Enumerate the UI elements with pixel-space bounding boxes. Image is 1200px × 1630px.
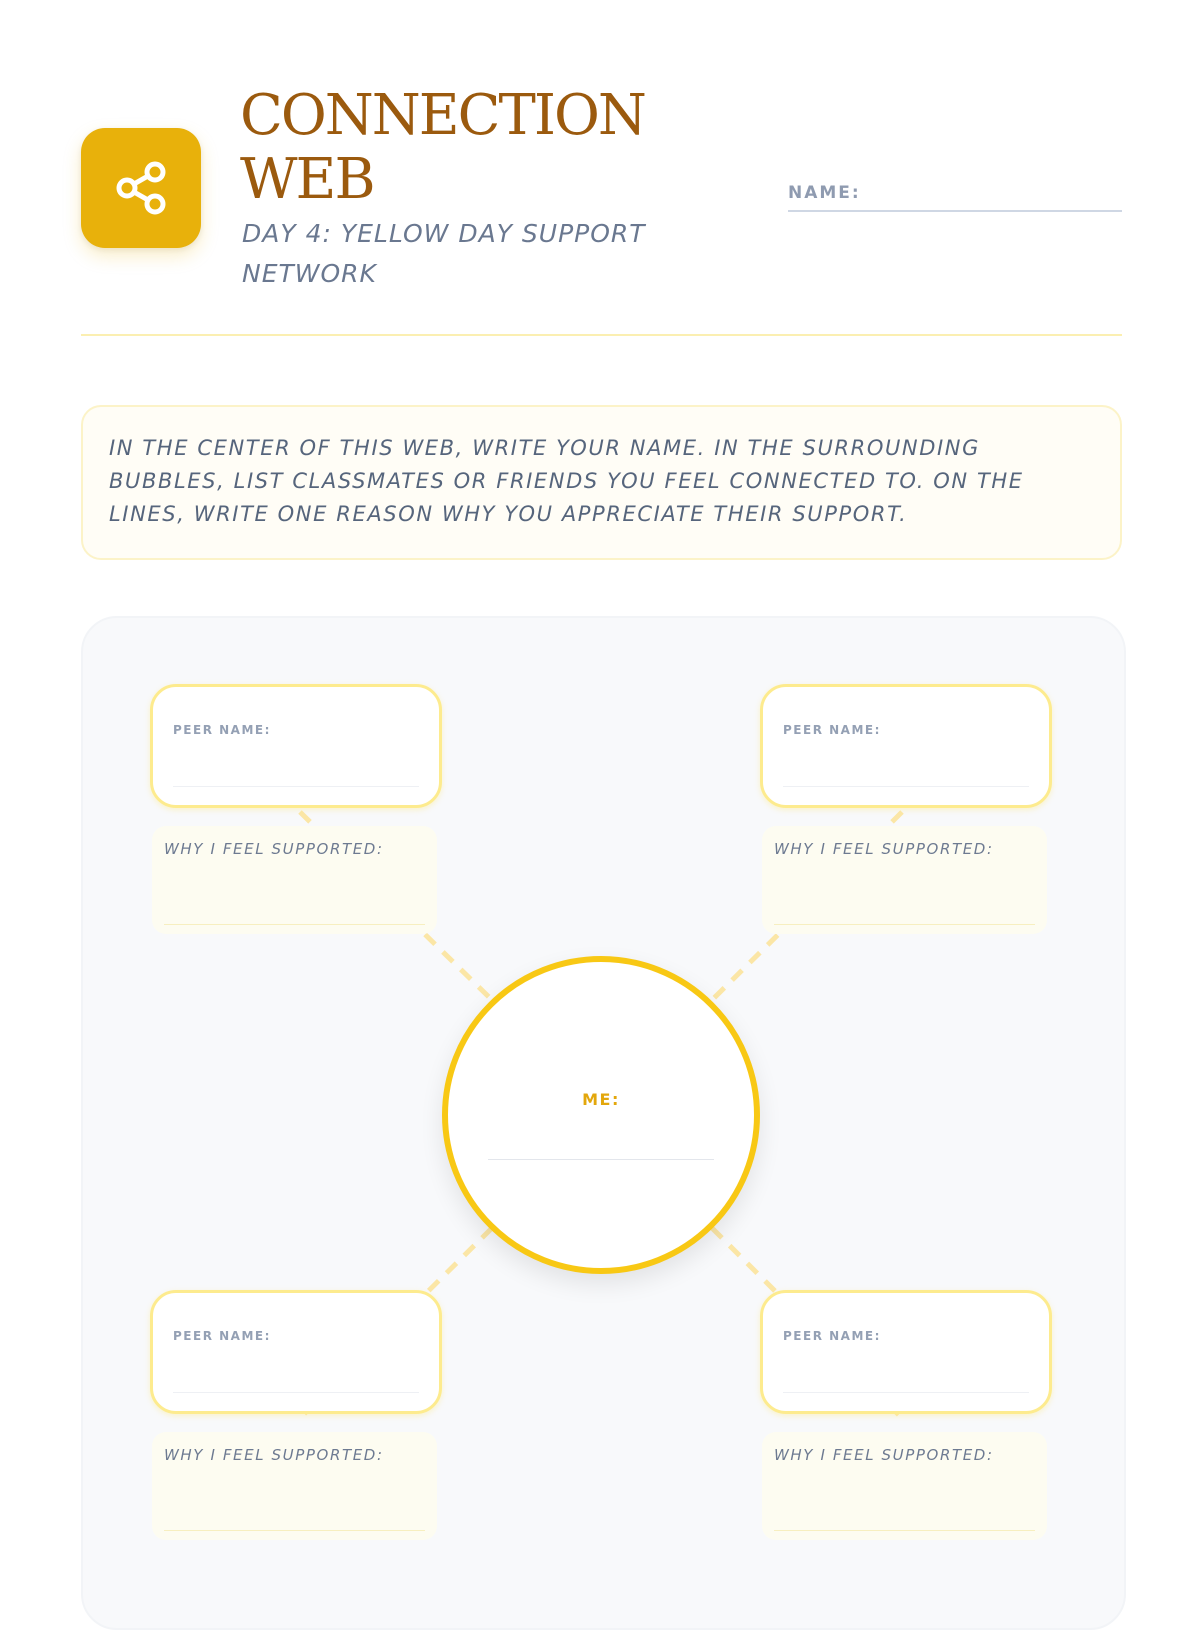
page-subtitle: DAY 4: YELLOW DAY SUPPORT NETWORK bbox=[242, 219, 646, 288]
reason-box-top-left[interactable] bbox=[152, 826, 437, 934]
peer-name-line bbox=[783, 1392, 1029, 1393]
instructions-box bbox=[81, 405, 1122, 560]
peer-card-top-right[interactable] bbox=[760, 684, 1052, 808]
share-icon bbox=[111, 158, 171, 218]
peer-name-label: PEER NAME: bbox=[173, 1329, 271, 1343]
reason-label: WHY I FEEL SUPPORTED: bbox=[164, 840, 384, 858]
reason-line bbox=[774, 1530, 1035, 1531]
page-title: CONNECTION WEB bbox=[240, 83, 645, 212]
me-name-line bbox=[488, 1159, 714, 1160]
reason-box-bottom-right[interactable] bbox=[762, 1432, 1047, 1540]
peer-name-line bbox=[173, 1392, 419, 1393]
header-divider bbox=[81, 334, 1122, 336]
peer-name-line bbox=[783, 786, 1029, 787]
logo-badge bbox=[81, 128, 201, 248]
name-field[interactable] bbox=[788, 182, 1122, 212]
reason-line bbox=[164, 924, 425, 925]
reason-line bbox=[774, 924, 1035, 925]
reason-label: WHY I FEEL SUPPORTED: bbox=[164, 1446, 384, 1464]
peer-card-bottom-right[interactable] bbox=[760, 1290, 1052, 1414]
peer-name-label: PEER NAME: bbox=[783, 1329, 881, 1343]
name-label: NAME: bbox=[788, 183, 861, 203]
me-label: ME: bbox=[582, 1090, 620, 1109]
center-me-circle[interactable] bbox=[442, 956, 760, 1274]
reason-label: WHY I FEEL SUPPORTED: bbox=[774, 840, 994, 858]
peer-name-label: PEER NAME: bbox=[173, 723, 271, 737]
peer-card-top-left[interactable] bbox=[150, 684, 442, 808]
instructions-text: IN THE CENTER OF THIS WEB, WRITE YOUR NAME. IN THE SURROUNDING BUBBLES, LIST CLASSMATES OR FRIENDS YOU FEEL CONNECTED TO. ON THE LINES, WRITE ONE REASON WHY YOU APPRECIATE THEIR SUPPORT. bbox=[109, 436, 1024, 526]
peer-name-label: PEER NAME: bbox=[783, 723, 881, 737]
reason-label: WHY I FEEL SUPPORTED: bbox=[774, 1446, 994, 1464]
peer-card-bottom-left[interactable] bbox=[150, 1290, 442, 1414]
reason-box-bottom-left[interactable] bbox=[152, 1432, 437, 1540]
peer-name-line bbox=[173, 786, 419, 787]
reason-line bbox=[164, 1530, 425, 1531]
reason-box-top-right[interactable] bbox=[762, 826, 1047, 934]
